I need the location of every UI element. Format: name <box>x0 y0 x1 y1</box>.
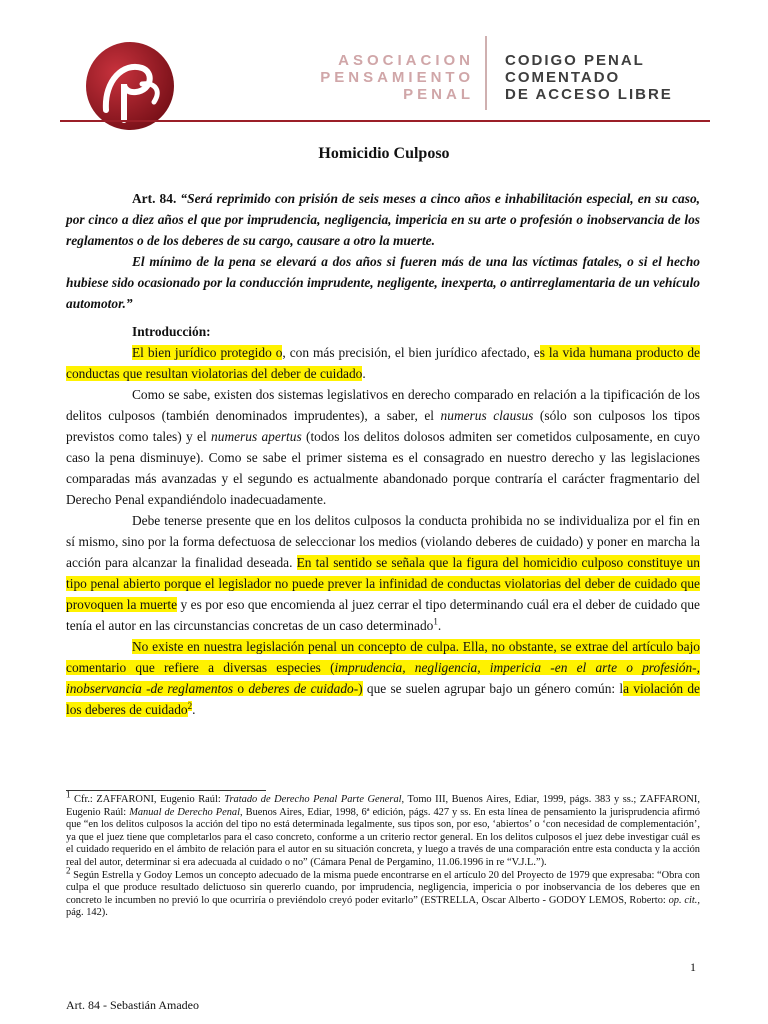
text: Como se sabe, existen dos sistemas legislativos en derecho comparado en relación a la tipificación de los delitos culposos (también denominados imprudentes), a saber, el <box>66 387 700 423</box>
highlight: El bien jurídico protegido o <box>132 345 283 360</box>
pub-line-1: CODIGO PENAL <box>505 52 645 69</box>
footnote-number: 1 <box>66 789 71 800</box>
article-label: Art. 84. <box>132 191 177 206</box>
text: , Buenos Aires, Ediar, 1998, 6ª edición, págs. 427 y ss. En esta línea de pensamiento la jurisprudencia afirmó que “en los delitos culposos la acción del tipo no está determinada legalmente, sus tipos son, por eso, ‘abiertos’ o ‘con necesidad de complementación’, ya que el juez tiene que completarlos para el caso concreto, conforme a un criterio rector general. En los delitos culposos el juez debe investigar cuál es el cuidado requerido en el ámbito de relación para el autor en su situación concreta, y luego a través de una comparación entre esta conducta y la acción real del autor, determinar si era adecuada al cuidado o no” (Cámara Penal de Pergamino, 11.06.1996 in re “V.J.L.”). <box>66 806 700 868</box>
header-divider <box>485 36 487 110</box>
intro-paragraph-3 <box>66 510 700 636</box>
text: Según Estrella y Godoy Lemos un concepto adecuado de la misma puede encontrarse en el artículo 20 del Proyecto de 1979 que expresaba: “Obra con culpa el que produce resultado delictuoso sin quererlo cuando, por imprudencia, negligencia, impericia o por inobservancia de los deberes que en concreto le incumben no previó lo que ocurriría o previéndolo creyó poder evitarlo” (ESTRELLA, Oscar Alberto - GODOY LEMOS, Roberto: <box>66 869 700 906</box>
intro-paragraph-1 <box>66 342 700 384</box>
text: . <box>362 366 366 381</box>
footnote-ref[interactable]: 1 <box>433 616 438 627</box>
highlight: No existe en nuestra legislación penal un concepto de culpa. Ella, no obstante, se extrae del artículo bajo comentario que refiere a diversas especies ( <box>66 639 700 675</box>
article-paragraph-1 <box>66 188 700 251</box>
org-line-2: PENSAMIENTO <box>320 69 474 86</box>
association-logo-icon <box>84 40 176 132</box>
footnotes <box>66 789 701 920</box>
text: que se suelen agrupar bajo un género común: l <box>362 681 624 696</box>
text: . <box>192 702 196 717</box>
highlight-italic: deberes de cuidado- <box>248 681 359 696</box>
highlight-italic: imprudencia, negligencia, impericia -en el arte o profesión-, inobservancia -de reglamentos <box>66 660 700 696</box>
footnote-number: 2 <box>66 865 71 876</box>
document-body <box>66 188 700 720</box>
org-line-3: PENAL <box>403 86 474 103</box>
text: (todos los delitos dolosos admiten ser cometidos culposamente, en cuyo caso la pena disminuye). Como se sabe el primer sistema es el consagrado en nuestro derecho y las legislaciones comparadas más avanzadas y el segundo es actualmente abandonado porque contraría el carácter fragmentario del Derecho Penal expandiéndolo inadecuadamente. <box>66 429 700 507</box>
org-line-1: ASOCIACION <box>338 52 474 69</box>
publication-name <box>505 52 705 103</box>
italic-term: numerus apertus <box>211 429 302 444</box>
pub-line-2: COMENTADO <box>505 69 621 86</box>
footnote-separator <box>66 790 266 791</box>
intro-heading: Introducción: <box>132 324 211 339</box>
footnote-ref[interactable]: 2 <box>187 700 193 711</box>
text: (sólo son culposos los tipos previstos como tales) y el <box>66 408 700 444</box>
highlight: a violación de los deberes de cuidado <box>66 681 700 717</box>
footnote-2 <box>66 865 701 920</box>
text: , Tomo III, Buenos Aires, Ediar, 1999, págs. 383 y ss.; ZAFFARONI, Eugenio Raúl: <box>66 794 700 818</box>
italic-title: Manual de Derecho Penal <box>129 806 241 818</box>
intro-paragraph-2 <box>66 384 700 510</box>
article-paragraph-2: El mínimo de la pena se elevará a dos años si fueren más de una las víctimas fatales, o si el hecho hubiese sido ocasionado por la conducción imprudente, negligente, inexperta, o antirreglamentaria de un vehículo automotor.” <box>66 254 700 311</box>
italic-title: Tratado de Derecho Penal Parte General <box>224 794 402 805</box>
highlight: o <box>233 681 249 696</box>
footnote-1 <box>66 789 700 870</box>
text: pág. 142). <box>66 907 108 919</box>
highlight: ) <box>358 681 363 696</box>
highlight: En tal sentido se señala que la figura del homicidio culposo constituye un tipo penal abierto porque el legislador no puede prever la infinidad de conductas violatorias del deber de cuidado que provoquen la muerte <box>66 555 700 612</box>
article-text-1: “Será reprimido con prisión de seis meses a cinco años e inhabilitación especial, en su caso, por cinco a diez años el que por imprudencia, negligencia, impericia en su arte o profesión o inobservancia de los reglamentos o de los deberes de su cargo, causare a otro la muerte. <box>66 191 700 248</box>
italic-term: numerus clausus <box>440 408 534 423</box>
text: Debe tenerse presente que en los delitos culposos la conducta prohibida no se individualiza por el fin en sí mismo, sino por la forma defectuosa de seleccionar los medios (violando deberes de cuidado) y poner en marcha la acción para alcanzar la finalidad deseada. <box>66 513 700 570</box>
italic-title: op. cit., <box>668 894 701 906</box>
page-title: Homicidio Culposo <box>318 145 450 162</box>
text: y es por eso que encomienda al juez cerrar el tipo determinando cuál era el deber de cuidado que tenía el autor en las circunstancias concretas de un caso determinado <box>66 597 700 633</box>
page-footer: Art. 84 - Sebastián Amadeo <box>66 998 199 1012</box>
page-number: 1 <box>690 960 696 974</box>
text: , con más precisión, el bien jurídico afectado, e <box>282 345 540 360</box>
intro-paragraph-4 <box>66 636 700 720</box>
text: . <box>437 618 442 633</box>
highlight: s la vida humana producto de conductas que resultan violatorias del deber de cuidado <box>66 345 701 381</box>
header-rule <box>60 120 710 122</box>
association-name <box>262 52 474 103</box>
pub-line-3: DE ACCESO LIBRE <box>505 86 673 103</box>
text: Cfr.: ZAFFARONI, Eugenio Raúl: <box>70 794 225 805</box>
